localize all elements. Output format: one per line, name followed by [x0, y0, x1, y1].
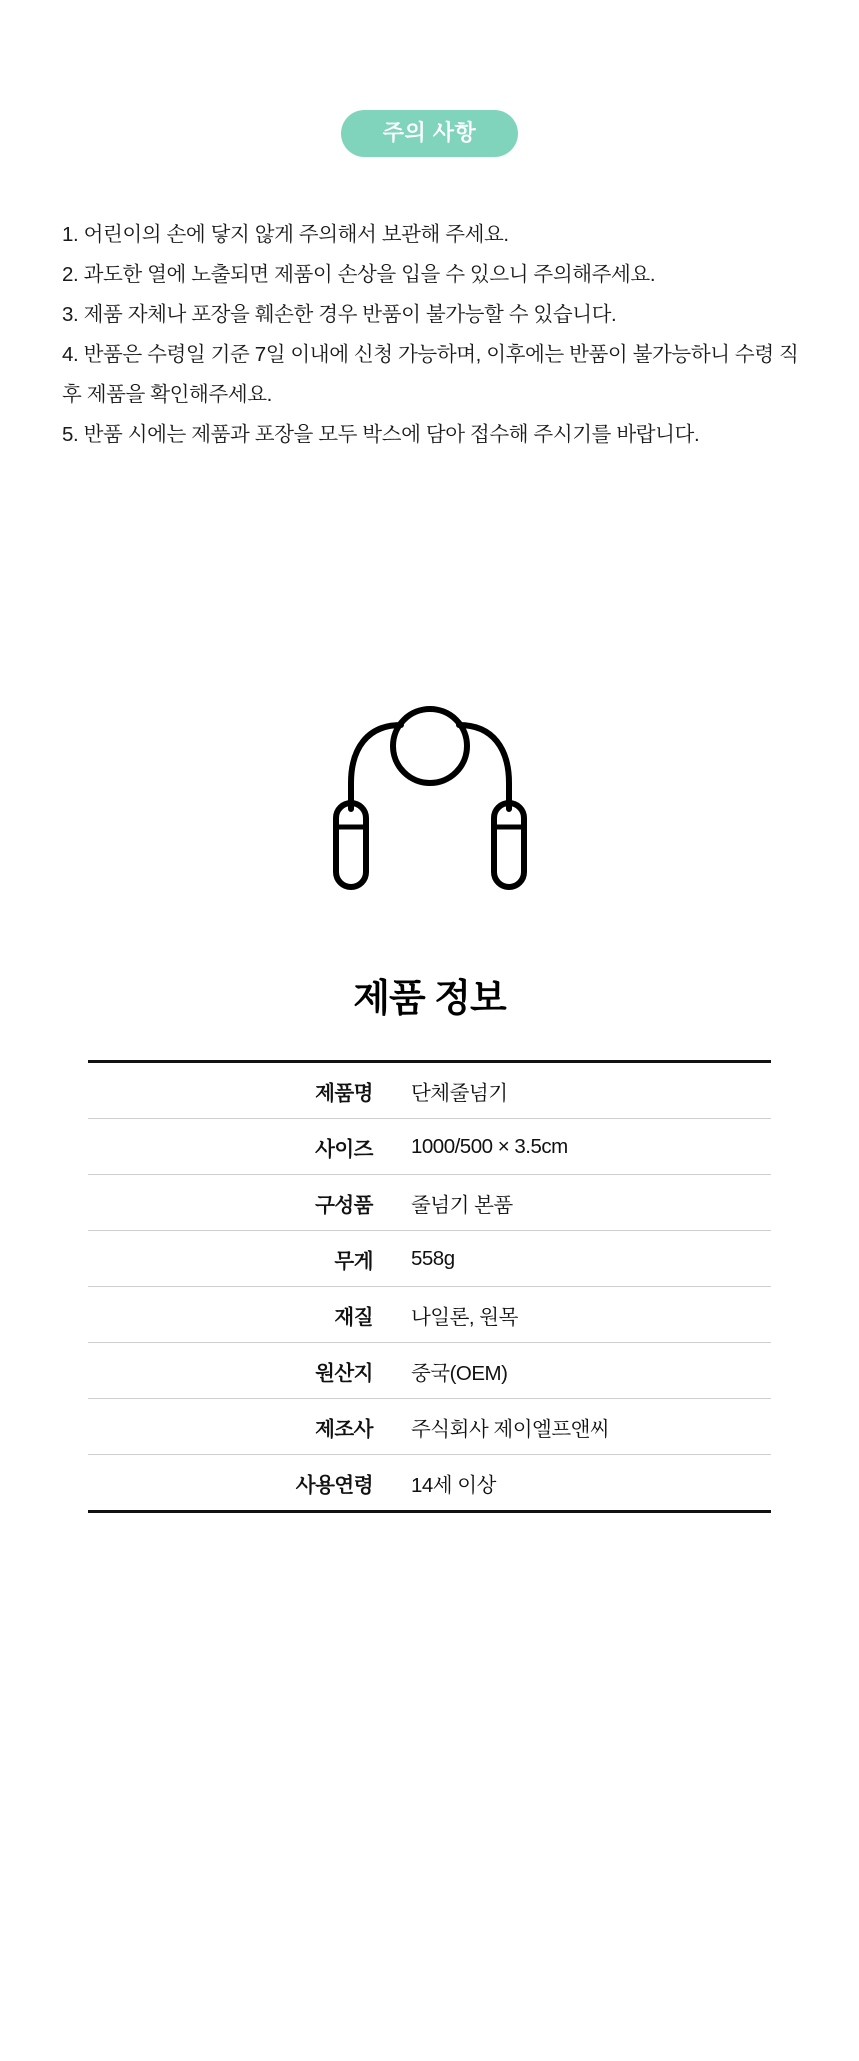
- spec-label: 제품명: [315, 1081, 373, 1105]
- notice-list: [0, 215, 859, 455]
- spec-label: 사이즈: [88, 1118, 409, 1174]
- table-row: [88, 1118, 771, 1174]
- notice-item: 3. 제품 자체나 포장을 훼손한 경우 반품이 불가능할 수 있습니다.: [62, 302, 617, 326]
- jump-rope-icon: [315, 691, 545, 901]
- page-title: 제품 정보: [353, 977, 506, 1020]
- spec-label: 사용연령: [88, 1454, 409, 1510]
- table-row: [88, 1286, 771, 1342]
- spec-value: 나일론, 원목: [409, 1286, 771, 1342]
- table-row: [88, 1342, 771, 1398]
- spec-value: 1000/500 × 3.5cm: [409, 1118, 771, 1174]
- spec-value: 줄넘기 본품: [409, 1174, 771, 1230]
- spec-value: 558g: [409, 1230, 771, 1286]
- table-row: [88, 1063, 771, 1119]
- table-row: [88, 1174, 771, 1230]
- spec-value: 단체줄넘기: [411, 1081, 508, 1105]
- notice-item: 2. 과도한 열에 노출되면 제품이 손상을 입을 수 있으니 주의해주세요.: [62, 262, 656, 286]
- spec-label: 제조사: [88, 1398, 409, 1454]
- table-row: [88, 1398, 771, 1454]
- table-row: [88, 1230, 771, 1286]
- notice-badge-wrap: [0, 110, 859, 157]
- table-row: [88, 1454, 771, 1510]
- spec-table-wrap: [0, 1060, 859, 1513]
- notice-item: 5. 반품 시에는 제품과 포장을 모두 박스에 담아 접수해 주시기를 바랍니다.: [62, 422, 700, 446]
- spec-value: 14세 이상: [409, 1454, 771, 1510]
- spec-label: 재질: [88, 1286, 409, 1342]
- product-info-section: [0, 967, 859, 1633]
- product-spec-table: [88, 1063, 771, 1510]
- notice-badge: 주의 사항: [341, 110, 519, 157]
- spec-label: 구성품: [88, 1174, 409, 1230]
- illustration-section: [0, 691, 859, 901]
- notice-item: 1. 어린이의 손에 닿지 않게 주의해서 보관해 주세요.: [62, 223, 509, 246]
- spec-label: 무게: [88, 1230, 409, 1286]
- spec-value: 중국(OEM): [409, 1342, 771, 1398]
- spec-label: 원산지: [88, 1342, 409, 1398]
- spec-value: 주식회사 제이엘프앤씨: [409, 1398, 771, 1454]
- bottom-spacer: [0, 1513, 859, 1633]
- notice-item: 4. 반품은 수령일 기준 7일 이내에 신청 가능하며, 이후에는 반품이 불가능하니 수령 직후 제품을 확인해주세요.: [62, 342, 799, 406]
- notice-section: [0, 0, 859, 455]
